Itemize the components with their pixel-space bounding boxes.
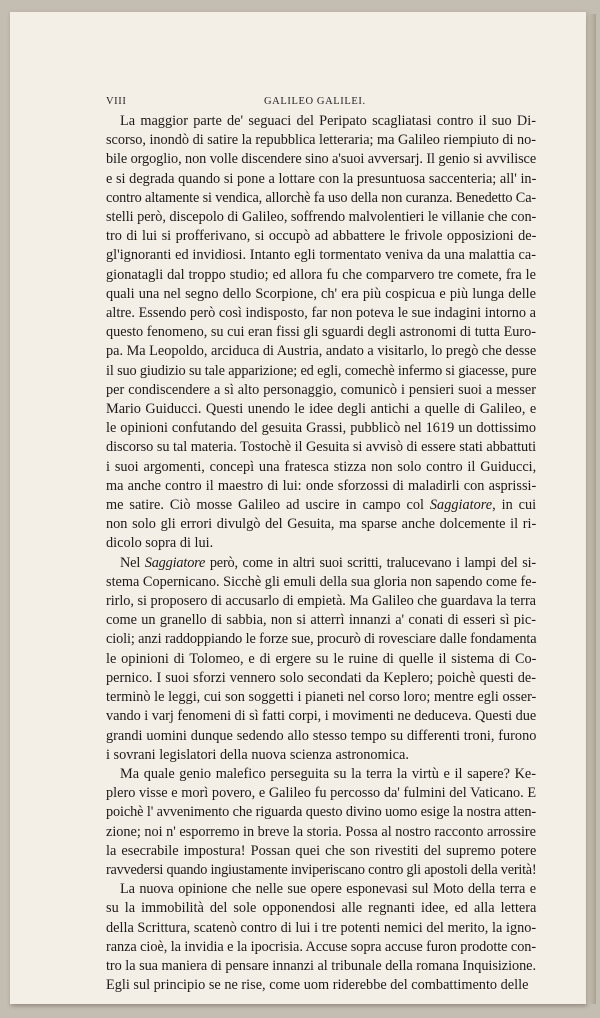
text-line: per condiscendere a sì alto personaggio, comunicò i pensieri suoi a messer: [106, 381, 536, 398]
text-line: quali una nel segno dello Scorpione, ch' era più cospicua e più lunga delle: [106, 285, 536, 302]
text-line: Mario Guiducci. Questi unendo le idee degli antichi a quelle di Galileo, e: [106, 401, 537, 418]
text-line: plero visse e morì povero, e Galileo fu percosso da' fulmini del Vaticano. E: [106, 785, 537, 802]
text-line: Nel Saggiatore però, come in altri suoi scritti, tralucevano i lampi del si-: [120, 554, 536, 571]
paragraph: [106, 880, 536, 995]
text-line: questo fenomeno, su cui eran fissi gli sguardi degli astronomi di tutta Euro-: [106, 324, 536, 341]
text-line: zione; noi n' esporremo in breve la storia. Possa al nostro racconto arrossire: [106, 823, 536, 840]
text-line: come un granello di sabbia, non si atterrì innanzi a' conati di esseri sì pic-: [106, 612, 536, 629]
text-line: Egli sul principio se ne rise, come uom riderebbe del combattimento delle: [106, 977, 529, 994]
text-line: il suo giudizio su tale apparizione; ed egli, comechè infermo si giacesse, pure: [106, 362, 537, 379]
running-header: [106, 96, 536, 112]
text-line: la esecrabile impostura! Possan quei che son rivestiti del supremo potere: [106, 842, 537, 859]
paragraph: [106, 112, 536, 554]
page-edge-shadow: [586, 14, 596, 1004]
text-line: i sovrani legislatori della nuova scienza astronomica.: [106, 746, 409, 763]
text-line: stelli però, discepolo di Galileo, soffrendo malvolentieri le villanie che con-: [106, 209, 537, 226]
text-line: scorso, inondò di satire la repubblica letteraria; ma Galileo riempiuto di no-: [106, 132, 536, 149]
text-line: rirlo, si proposero di accusarlo di empietà. Ma Galileo che guardava la terra: [106, 593, 536, 610]
paragraph: [106, 765, 536, 880]
text-line: della Scrittura, scatenò contro di lui i tre potenti nemici del merito, la igno-: [106, 919, 537, 936]
text-line: me satire. Ciò mosse Galileo ad uscire in campo col Saggiatore, in cui: [106, 497, 537, 514]
text-line: La nuova opinione che nelle sue opere esponevasi sul Moto della terra e: [120, 881, 536, 898]
paragraph: [106, 554, 536, 765]
text-line: tro la sua maniera di pensare innanzi al tribunale della romana Inquisizione.: [106, 957, 536, 974]
text-line: bile orgoglio, non volle discendere sino a'suoi avversarj. Il genio si avvilisce: [106, 151, 537, 168]
text-line: ranza cioè, la invidia e la ipocrisia. Accuse sopra accuse furon prodotte con-: [106, 938, 537, 955]
text-line: dicolo sopra di lui.: [106, 535, 214, 552]
text-line: ma anche contro il maestro di lui: onde sforzossi di maladirli con asprissi-: [106, 477, 537, 494]
text-line: gionatagli dal troppo studio; ed allora fu che comparvero tre comete, fra le: [106, 266, 536, 283]
page-number: VIII: [106, 96, 127, 107]
text-line: non solo gli errori divulgò del Gesuita, ma sparse anche dolcemente il ri-: [106, 516, 537, 533]
text-line: grandi uomini dunque sedendo allo stesso tempo su differenti troni, furono: [106, 727, 537, 744]
text-line: terminò le leggi, cui son soggetti i pianeti nel corso loro; mentre egli osser-: [106, 689, 537, 706]
text-line: pa. Ma Leopoldo, arciduca di Austria, andato a visitarlo, lo pregò che desse: [106, 343, 537, 360]
text-line: ravvedersi quando ingiustamente inviperiscano contro gli apostoli della verità!: [106, 861, 537, 878]
book-title-italic: Saggiatore: [144, 554, 206, 571]
text-line: poichè l' avvenimento che riguarda questo divino uomo esige la nostra atten-: [106, 804, 536, 821]
text-line: le opinioni di Tolomeo, e di ergere su le ruine di quelle il sistema di Co-: [106, 650, 537, 667]
running-title: GALILEO GALILEI.: [264, 96, 366, 107]
text-line: pernico. I suoi sforzi vennero solo secondati da Keplero; poichè questi de-: [106, 669, 536, 686]
text-line: gl'ignoranti ed invidiosi. Intanto egli tormentato veniva da una malattia ca-: [106, 247, 536, 264]
text-line: Ma quale genio malefico perseguita su la terra la virtù e il sapere? Ke-: [120, 765, 536, 782]
text-line: La maggior parte de' seguaci del Peripato scagliatasi contro il suo Di-: [120, 113, 536, 129]
text-line: contro altamente si vendica, allorchè fa uso della non curanza. Benedetto Ca-: [106, 189, 536, 206]
text-line: stema Copernicano. Sicchè gli emuli della sua gloria non sapendo come fe-: [106, 573, 537, 590]
text-line: altre. Essendo però così indisposto, far non poteva le sue indagini intorno a: [106, 305, 536, 322]
body-text: [106, 112, 536, 995]
text-line: tro di lui si profferivano, si occupò ad abbattere le frivole opposizioni de-: [106, 228, 537, 245]
text-line: cioli; anzi raddoppiando le forze sue, procurò di rovesciare dalle fondamenta: [106, 631, 537, 648]
text-line: vando i varj fenomeni di sì fatti corpi, i movimenti ne deduceva. Questi due: [106, 708, 537, 725]
text-line: e si degrada quando si pone a lottare con la presuntuosa saccenteria; all' in-: [106, 170, 537, 187]
text-line: discorso su tal materia. Tostochè il Gesuita si avvisò di essere stati abbattuti: [106, 439, 536, 456]
text-line: su la immobilità del sole opponendosi alle regnanti idee, ed alla lettera: [106, 900, 537, 917]
book-title-italic: Saggiatore: [429, 497, 493, 514]
text-line: i suoi argomenti, concepì una fratesca stizza non solo contro il Guiducci,: [106, 458, 537, 475]
text-line: le opinioni confutando del gesuita Grassi, pubblicò nel 1619 un dottissimo: [106, 420, 537, 437]
